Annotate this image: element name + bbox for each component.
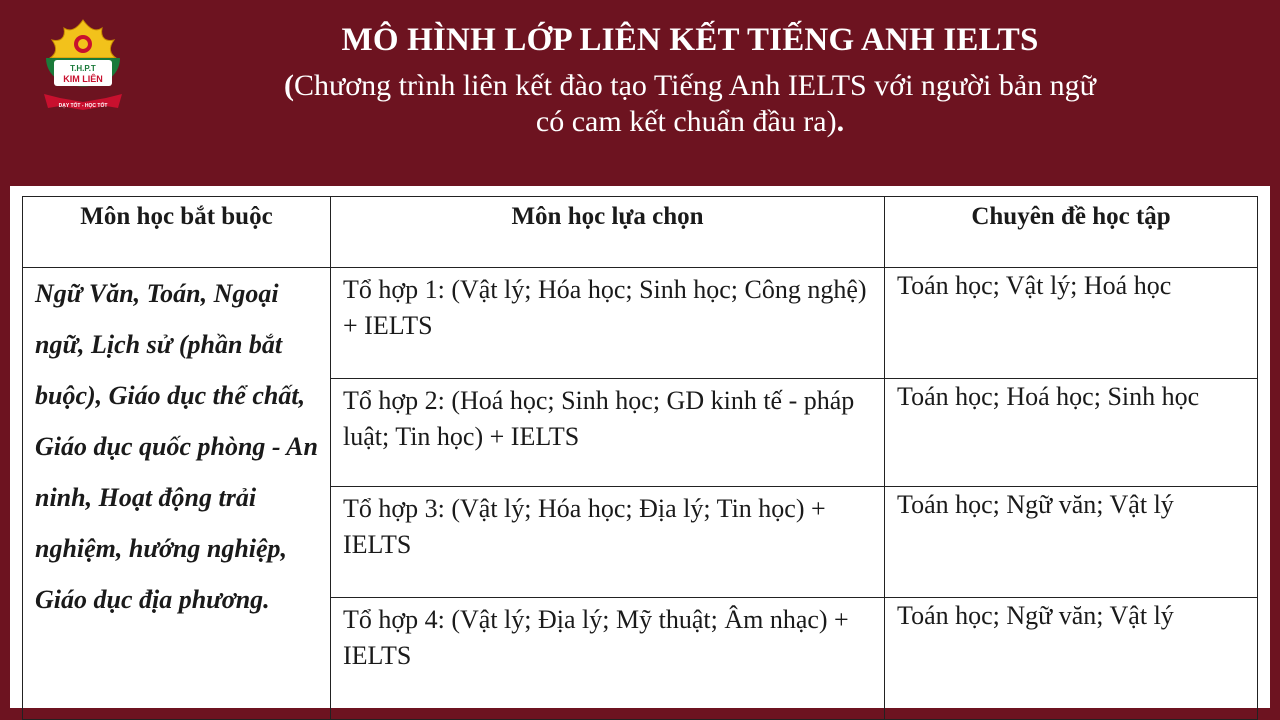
logo-line1: T.H.P.T [70,64,96,73]
topic-cell-3: Toán học; Ngữ văn; Vật lý [885,487,1258,598]
subtitle-period: . [836,105,845,138]
school-logo [40,18,126,118]
logo-line2: KIM LIÊN [63,74,103,84]
subtitle-line2: có cam kết chuẩn đầu ra) [535,105,837,138]
table-header-row [23,197,1258,268]
elective-cell-2: Tổ hợp 2: (Hoá học; Sinh học; GD kinh tế - pháp luật; Tin học) + IELTS [331,379,885,487]
title-block [140,22,1240,140]
elective-cell-1: Tổ hợp 1: (Vật lý; Hóa học; Sinh học; Công nghệ) + IELTS [331,268,885,379]
page-subtitle [140,68,1240,140]
subtitle-open-paren: ( [284,69,295,102]
subtitle-line1: Chương trình liên kết đào tạo Tiếng Anh IELTS với người bản ngữ [294,69,1096,102]
logo-motto: DẠY TỐT - HỌC TỐT [58,103,108,109]
curriculum-table [22,196,1258,720]
elective-cell-3: Tổ hợp 3: (Vật lý; Hóa học; Địa lý; Tin học) + IELTS [331,487,885,598]
content-panel [10,186,1270,708]
topic-cell-1: Toán học; Vật lý; Hoá học [885,268,1258,379]
table-row [23,268,1258,379]
elective-cell-4: Tổ hợp 4: (Vật lý; Địa lý; Mỹ thuật; Âm nhạc) + IELTS [331,598,885,720]
page-title: MÔ HÌNH LỚP LIÊN KẾT TIẾNG ANH IELTS [341,22,1039,58]
topic-cell-2: Toán học; Hoá học; Sinh học [885,379,1258,487]
header-elective: Môn học lựa chọn [331,197,885,268]
topic-cell-4: Toán học; Ngữ văn; Vật lý [885,598,1258,720]
mandatory-subjects-cell: Ngữ Văn, Toán, Ngoại ngữ, Lịch sử (phần bắt buộc), Giáo dục thể chất, Giáo dục quốc phòng - An ninh, Hoạt động trải nghiệm, hướng nghiệp, Giáo dục địa phương. [23,268,331,720]
header-mandatory: Môn học bắt buộc [23,197,331,268]
header-topic: Chuyên đề học tập [885,197,1258,268]
